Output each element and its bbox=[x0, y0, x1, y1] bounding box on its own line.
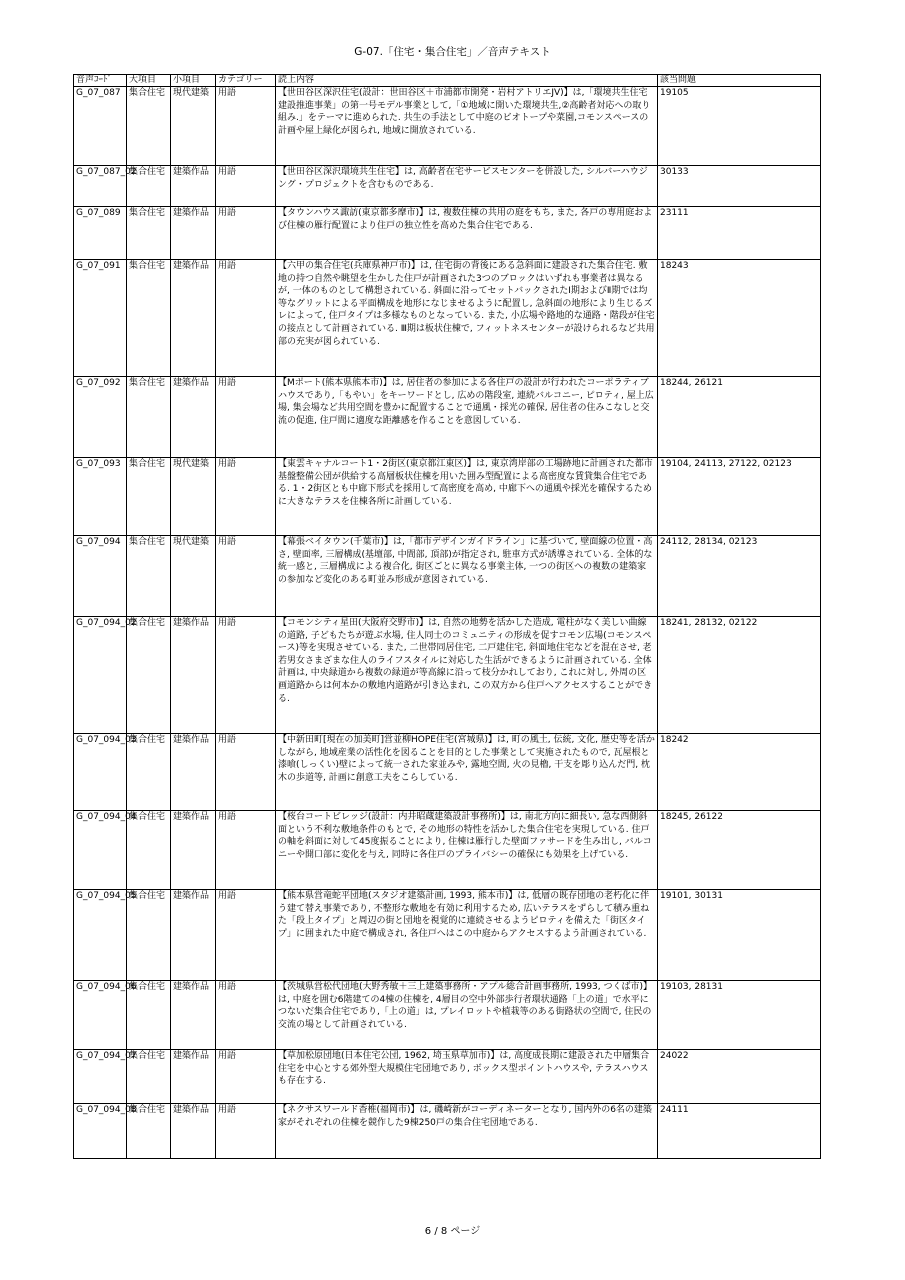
row-text: 【Mポート(熊本県熊本市)】は, 居住者の参加による各住戸の設計が行われたコーポラティブハウスであり,「もやい」をキーワードとし, 広めの階段室, 連続バルコニー, ピロティ, 屋上広場, 集会場など共用空間を豊かに配置することで通風・採光の確保, 居住者の住みこなしと交流の促進, 住戸間に適度な距離感を作ることを意図している. bbox=[276, 377, 658, 458]
row-minor: 現代建築 bbox=[171, 536, 216, 617]
row-major: 集合住宅 bbox=[127, 981, 171, 1050]
table-row bbox=[74, 1104, 821, 1159]
row-minor: 建築作品 bbox=[171, 811, 216, 890]
row-minor: 建築作品 bbox=[171, 166, 216, 207]
row-question: 18245, 26122 bbox=[658, 811, 821, 890]
row-question: 30133 bbox=[658, 166, 821, 207]
page-footer: 6 / 8 ページ bbox=[424, 1226, 481, 1237]
row-category: 用語 bbox=[216, 87, 276, 166]
table-row bbox=[74, 536, 821, 617]
row-category: 用語 bbox=[216, 734, 276, 811]
row-major: 集合住宅 bbox=[127, 734, 171, 811]
row-question: 19101, 30131 bbox=[658, 890, 821, 981]
row-major: 集合住宅 bbox=[127, 617, 171, 734]
row-major: 集合住宅 bbox=[127, 207, 171, 260]
row-minor: 建築作品 bbox=[171, 981, 216, 1050]
header-text: 読上内容 bbox=[276, 75, 658, 87]
row-text: 【コモンシティ星田(大阪府交野市)】は, 自然の地勢を活かした造成, 電柱がなく美しい曲線の道路, 子どもたちが遊ぶ水場, 住人同士のコミュニティの形成を促すコモン広場(コモンスペース)等を実現させている. また, 二世帯同居住宅, 二戸建住宅, 斜面地住宅などを混在させ, 老若男女さまざまな住人のライフスタイルに対応した生活ができるように計画されている. 全体計画は, 中央緑道から複数の緑道が等高線に沿って枝分かれしており, これに対し, 外周の区画道路からは何本かの敷地内道路が引き込まれ, この双方から住戸へアクセスすることができる. bbox=[276, 617, 658, 734]
header-major: 大項目 bbox=[127, 75, 171, 87]
row-category: 用語 bbox=[216, 207, 276, 260]
row-question: 19103, 28131 bbox=[658, 981, 821, 1050]
row-code: G_07_092 bbox=[74, 377, 127, 458]
header-category: カテゴリー bbox=[216, 75, 276, 87]
row-question: 24112, 28134, 02123 bbox=[658, 536, 821, 617]
row-text: 【熊本県営竜蛇平団地(スタジオ建築計画, 1993, 熊本市)】は, 低層の既存団地の老朽化に伴う建て替え事業であり, 不整形な敷地を有効に利用するため, 広いテラスをずらして積み重ねた「段上タイプ」と周辺の街と団地を視覚的に連続させるようピロティを備えた「街区タイプ」に囲まれた中庭で構成され, 各住戸へはこの中庭からアクセスするよう計画されている. bbox=[276, 890, 658, 981]
audio-text-table bbox=[73, 74, 821, 1159]
row-minor: 建築作品 bbox=[171, 617, 216, 734]
table-row bbox=[74, 458, 821, 536]
row-code: G_07_087_02 bbox=[74, 166, 127, 207]
row-text: 【東雲キャナルコート1・2街区(東京都江東区)】は, 東京湾岸部の工場跡地に計画された都市基盤整備公団が供給する高層板状住棟を用いた囲み型配置による高密度な賃貸集合住宅である. 1・2街区とも中廊下形式を採用して高密度を高め, 中廊下への通風や採光を確保するために大きなテラスを住棟各所に計画している. bbox=[276, 458, 658, 536]
row-question: 18242 bbox=[658, 734, 821, 811]
row-code: G_07_094_04 bbox=[74, 811, 127, 890]
row-text: 【六甲の集合住宅(兵庫県神戸市)】は, 住宅街の背後にある急斜面に建設された集合住宅. 敷地の持つ自然や眺望を生かした住戸が計画された3つのブロックはいずれも事業者は異なるが, 一体のものとして構想されている. 斜面に沿ってセットバックされたⅠ期およびⅡ期では均等なグリットによる平面構成を地形になじませるように配置し, 急斜面の地形により生じるズレによって, 住戸タイプは多様なものとなっている. また, 小広場や路地的な通路・階段が住宅の接点として計画されている. Ⅲ期は板状住棟で, フィットネスセンターが設けられるなど共用部の充実が図られている. bbox=[276, 260, 658, 377]
row-major: 集合住宅 bbox=[127, 166, 171, 207]
row-minor: 建築作品 bbox=[171, 1050, 216, 1104]
row-text: 【世田谷区深沢住宅(設計：世田谷区＋市浦都市開発・岩村アトリエJV)】は,「環境共生住宅建設推進事業」の第一号モデル事業として,「①地域に開いた環境共生,②高齢者対応への取り組み.」をテーマに進められた. 共生の手法として中庭のビオトープや菜園,コモンスペースの計画や屋上緑化が図られ, 地域に開放されている. bbox=[276, 87, 658, 166]
row-major: 集合住宅 bbox=[127, 458, 171, 536]
row-question: 18241, 28132, 02122 bbox=[658, 617, 821, 734]
header-minor: 小項目 bbox=[171, 75, 216, 87]
row-major: 集合住宅 bbox=[127, 87, 171, 166]
row-major: 集合住宅 bbox=[127, 260, 171, 377]
row-text: 【タウンハウス諏訪(東京都多摩市)】は, 複数住棟の共用の庭をもち, また, 各戸の専用庭および住棟の雁行配置により住戸の独立性を高めた集合住宅である. bbox=[276, 207, 658, 260]
table-row bbox=[74, 617, 821, 734]
row-minor: 建築作品 bbox=[171, 734, 216, 811]
row-category: 用語 bbox=[216, 981, 276, 1050]
row-category: 用語 bbox=[216, 890, 276, 981]
row-minor: 建築作品 bbox=[171, 890, 216, 981]
row-minor: 建築作品 bbox=[171, 207, 216, 260]
row-text: 【幕張ベイタウン(千葉市)】は,「都市デザインガイドライン」に基づいて, 壁面線の位置・高さ, 壁面率, 三層構成(基壇部, 中間部, 頂部)が指定され, 駐車方式が誘導されている. 全体的な統一感と, 三層構成による複合化, 街区ごとに異なる事業主体, 一つの街区への複数の建築家の参加など変化のある町並み形成が意図されている. bbox=[276, 536, 658, 617]
row-code: G_07_094_02 bbox=[74, 617, 127, 734]
row-category: 用語 bbox=[216, 1050, 276, 1104]
row-category: 用語 bbox=[216, 1104, 276, 1159]
table-row bbox=[74, 260, 821, 377]
row-minor: 現代建築 bbox=[171, 87, 216, 166]
table-row bbox=[74, 811, 821, 890]
row-major: 集合住宅 bbox=[127, 1050, 171, 1104]
row-major: 集合住宅 bbox=[127, 811, 171, 890]
row-code: G_07_087 bbox=[74, 87, 127, 166]
table-row bbox=[74, 377, 821, 458]
row-category: 用語 bbox=[216, 260, 276, 377]
row-text: 【草加松原団地(日本住宅公団, 1962, 埼玉県草加市)】は, 高度成長期に建設された中層集合住宅を中心とする郊外型大規模住宅団地であり, ボックス型ポイントハウスや, テラスハウスも存在する. bbox=[276, 1050, 658, 1104]
row-category: 用語 bbox=[216, 166, 276, 207]
table-row bbox=[74, 981, 821, 1050]
row-text: 【中新田町[現在の加美町]営並柳HOPE住宅(宮城県)】は, 町の風土, 伝統, 文化, 歴史等を活かしながら, 地域産業の活性化を図ることを目的とした事業として実施されたもので, 瓦屋根と漆喰(しっくい)壁によって統一された家並みや, 露地空間, 火の見櫓, 干支を彫り込んだ門, 枕木の歩道等, 計画に創意工夫をこらしている. bbox=[276, 734, 658, 811]
row-code: G_07_091 bbox=[74, 260, 127, 377]
row-minor: 建築作品 bbox=[171, 260, 216, 377]
row-major: 集合住宅 bbox=[127, 1104, 171, 1159]
row-minor: 建築作品 bbox=[171, 377, 216, 458]
table-row bbox=[74, 87, 821, 166]
row-question: 24111 bbox=[658, 1104, 821, 1159]
row-code: G_07_089 bbox=[74, 207, 127, 260]
row-category: 用語 bbox=[216, 377, 276, 458]
table-row bbox=[74, 1050, 821, 1104]
row-major: 集合住宅 bbox=[127, 536, 171, 617]
table-row bbox=[74, 166, 821, 207]
row-code: G_07_094_06 bbox=[74, 981, 127, 1050]
row-category: 用語 bbox=[216, 617, 276, 734]
page-title: G-07.「住宅・集合住宅」／音声テキスト bbox=[354, 46, 551, 58]
row-minor: 現代建築 bbox=[171, 458, 216, 536]
table-row bbox=[74, 890, 821, 981]
table-row bbox=[74, 734, 821, 811]
row-category: 用語 bbox=[216, 536, 276, 617]
row-question: 24022 bbox=[658, 1050, 821, 1104]
header-question: 該当問題 bbox=[658, 75, 821, 87]
row-minor: 建築作品 bbox=[171, 1104, 216, 1159]
row-code: G_07_094 bbox=[74, 536, 127, 617]
row-question: 18244, 26121 bbox=[658, 377, 821, 458]
row-question: 23111 bbox=[658, 207, 821, 260]
table-header-row bbox=[74, 75, 821, 87]
row-code: G_07_094_03 bbox=[74, 734, 127, 811]
row-question: 19105 bbox=[658, 87, 821, 166]
row-code: G_07_094_07 bbox=[74, 1050, 127, 1104]
row-category: 用語 bbox=[216, 811, 276, 890]
row-major: 集合住宅 bbox=[127, 890, 171, 981]
row-code: G_07_094_05 bbox=[74, 890, 127, 981]
row-code: G_07_093 bbox=[74, 458, 127, 536]
row-category: 用語 bbox=[216, 458, 276, 536]
row-text: 【ネクサスワールド香椎(福岡市)】は, 磯崎新がコーディネーターとなり, 国内外の6名の建築家がそれぞれの住棟を競作した9棟250戸の集合住宅団地である. bbox=[276, 1104, 658, 1159]
row-text: 【茨城県営松代団地(大野秀敏＋三上建築事務所・アプル総合計画事務所, 1993, つくば市)】は, 中庭を囲む6階建ての4棟の住棟を, 4層目の空中外部歩行者環状通路「上の道」で水平につないだ集合住宅であり,「上の道」は, プレイロットや植栽等のある街路状の空間で, 住民の交流の場として計画されている. bbox=[276, 981, 658, 1050]
row-text: 【桜台コートビレッジ(設計：内井昭蔵建築設計事務所)】は, 南北方向に細長い, 急な西側斜面という不利な敷地条件のもとで, その地形の特性を活かした集合住宅を実現している. 住戸の軸を斜面に対して45度振ることにより, 住棟は雁行した壁面ファサードを生み出し, バルコニーや開口部に変化を与え, 同時に各住戸のプライバシーの確保にも効果を上げている. bbox=[276, 811, 658, 890]
header-code: 音声ｺｰﾄﾞ bbox=[74, 75, 127, 87]
row-major: 集合住宅 bbox=[127, 377, 171, 458]
row-code: G_07_094_08 bbox=[74, 1104, 127, 1159]
table-row bbox=[74, 207, 821, 260]
row-question: 19104, 24113, 27122, 02123 bbox=[658, 458, 821, 536]
row-question: 18243 bbox=[658, 260, 821, 377]
row-text: 【世田谷区深沢環境共生住宅】は, 高齢者在宅サービスセンターを併設した, シルバーハウジング・プロジェクトを含むものである. bbox=[276, 166, 658, 207]
